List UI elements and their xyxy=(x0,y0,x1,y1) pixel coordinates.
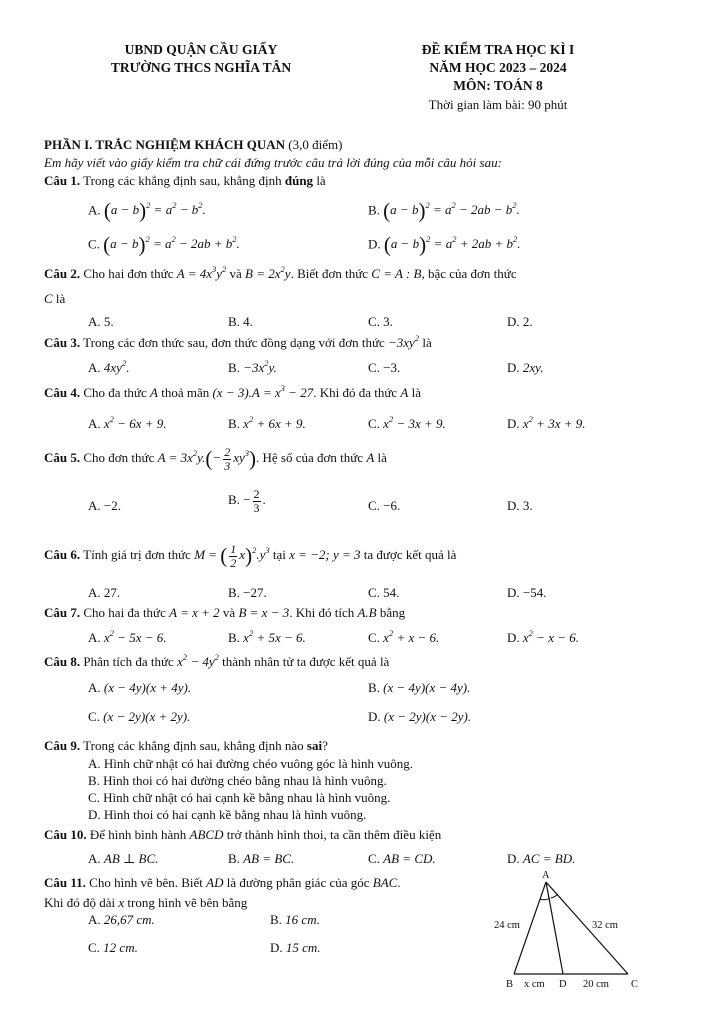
q8-option-b: B. (x − 4y)(x − 4y). xyxy=(368,680,471,695)
q7-option-d: D. $x^2 - x - 6$. xyxy=(507,628,579,645)
school-name: TRƯỜNG THCS NGHĨA TÂN xyxy=(110,60,292,75)
q2-option-b: B. 4. xyxy=(228,314,253,329)
q8-option-c: C. (x − 2y)(x + 2y). xyxy=(88,709,191,724)
subject: MÔN: TOÁN 8 xyxy=(453,78,543,93)
q10-option-b: B. AB = BC. xyxy=(228,851,295,866)
q9-option-c: C. Hình chữ nhật có hai cạnh kề bằng nhau là hình vuông. xyxy=(88,790,391,805)
q11-option-b: B. 16 cm. xyxy=(270,912,320,927)
exam-title: ĐỀ KIỂM TRA HỌC KÌ I xyxy=(421,42,575,57)
district-name: UBND QUẬN CẦU GIẤY xyxy=(124,42,278,57)
length-bd-label: x cm xyxy=(524,979,545,990)
q5-option-c: C. −6. xyxy=(368,498,401,513)
question-8: Câu 8. Phân tích đa thức $x^2 - 4y^2$ thành nhân tử ta được kết quả là xyxy=(44,652,390,669)
question-9: Câu 9. Trong các khẳng định sau, khẳng định nào sai? xyxy=(44,738,328,753)
q11-option-d: D. 15 cm. xyxy=(270,940,321,955)
question-2-line2: C là xyxy=(44,291,66,306)
angle-mark-1 xyxy=(540,898,550,900)
q7-option-c: C. $x^2 + x - 6$. xyxy=(368,628,440,645)
q1-option-a: A. $(a - b)^2 = a^2 - b^2$. xyxy=(88,199,206,223)
triangle-svg xyxy=(488,866,648,994)
q4-option-d: D. $x^2 + 3x + 9$. xyxy=(507,414,586,431)
q2-option-d: D. 2. xyxy=(507,314,533,329)
q7-option-a: A. $x^2 - 5x - 6$. xyxy=(88,628,167,645)
bisector-ad xyxy=(546,882,563,974)
q9-option-b: B. Hình thoi có hai đường chéo bằng nhau là hình vuông. xyxy=(88,773,387,788)
triangle-figure xyxy=(488,866,648,994)
q3-option-c: C. −3. xyxy=(368,360,401,375)
vertex-a-label: A xyxy=(542,870,550,881)
question-7: Câu 7. Cho hai đa thức A = x + 2 và B = x − 3. Khi đó tích A.B bằng xyxy=(44,605,406,620)
q3-option-b: B. $-3x^2y$. xyxy=(228,358,277,375)
question-6: Câu 6. Tính giá trị đơn thức M = ( $\frac{1}{2}$ $x)^2.y^3$ tại x = −2; y = 3 ta được kết quả là xyxy=(44,542,457,570)
q6-option-c: C. 54. xyxy=(368,585,400,600)
q1-option-c: C. $(a - b)^2 = a^2 - 2ab + b^2$. xyxy=(88,233,240,257)
q10-option-a: A. AB ⊥ BC. xyxy=(88,851,159,866)
q9-option-a: A. Hình chữ nhật có hai đường chéo vuông góc là hình vuông. xyxy=(88,756,413,771)
q2-option-a: A. 5. xyxy=(88,314,114,329)
q1-option-b: B. $(a - b)^2 = a^2 - 2ab - b^2$. xyxy=(368,199,520,223)
vertex-b-label: B xyxy=(506,979,514,990)
q8-option-d: D. (x − 2y)(x − 2y). xyxy=(368,709,472,724)
q4-option-b: B. $x^2 + 6x + 9$. xyxy=(228,414,306,431)
q6-option-b: B. −27. xyxy=(228,585,267,600)
question-1: Câu 1. Trong các khẳng định sau, khẳng định đúng là xyxy=(44,173,326,188)
q1-option-d: D. $(a - b)^2 = a^2 + 2ab + b^2$. xyxy=(368,233,521,257)
question-4: Câu 4. Cho đa thức A thoả mãn $(x - 3).A = x^3 - 27$. Khi đó đa thức A là xyxy=(44,383,421,400)
time-limit: Thời gian làm bài: 90 phút xyxy=(428,97,568,112)
q7-option-b: B. $x^2 + 5x - 6$. xyxy=(228,628,306,645)
q11-option-a: A. 26,67 cm. xyxy=(88,912,155,927)
angle-mark-2 xyxy=(551,894,558,898)
q10-option-d: D. AC = BD. xyxy=(507,851,576,866)
length-ab-label: 24 cm xyxy=(494,920,520,931)
q5-option-a: A. −2. xyxy=(88,498,121,513)
question-10: Câu 10. Để hình bình hành ABCD trở thành hình thoi, ta cần thêm điều kiện xyxy=(44,827,442,842)
question-5: Câu 5. Cho đơn thức $A = 3x^2y.(-$ $\frac{2}{3}$ $xy^3$). Hệ số của đơn thức A là xyxy=(44,445,387,473)
q5-option-b: B. − $\frac{2}{3}$ . xyxy=(228,487,266,515)
vertex-c-label: C xyxy=(631,979,639,990)
q3-option-a: A. $4xy^2$. xyxy=(88,358,130,375)
q6-option-a: A. 27. xyxy=(88,585,121,600)
section-title: PHẦN I. TRẮC NGHIỆM KHÁCH QUAN (3,0 điểm) xyxy=(44,137,343,152)
length-dc-label: 20 cm xyxy=(583,979,609,990)
q8-option-a: A. (x − 4y)(x + 4y). xyxy=(88,680,192,695)
question-2: Câu 2. Cho hai đơn thức $A = 4x^3y^2$ và $B = 2x^2y$. Biết đơn thức C = A : B, bậc của đơn thức xyxy=(44,264,517,281)
q9-option-d: D. Hình thoi có hai cạnh kề bằng nhau là hình vuông. xyxy=(88,807,367,822)
q5-option-d: D. 3. xyxy=(507,498,533,513)
q3-option-d: D. 2xy. xyxy=(507,360,544,375)
question-3: Câu 3. Trong các đơn thức sau, đơn thức đồng dạng với đơn thức $-3xy^2$ là xyxy=(44,333,432,350)
q4-option-c: C. $x^2 - 3x + 9$. xyxy=(368,414,446,431)
school-year: NĂM HỌC 2023 – 2024 xyxy=(429,60,567,75)
length-ac-label: 32 cm xyxy=(592,920,618,931)
q2-option-c: C. 3. xyxy=(368,314,393,329)
q11-option-c: C. 12 cm. xyxy=(88,940,138,955)
question-11: Câu 11. Cho hình vẽ bên. Biết AD là đường phân giác của góc BAC. xyxy=(44,875,401,890)
q4-option-a: A. $x^2 - 6x + 9$. xyxy=(88,414,167,431)
q6-option-d: D. −54. xyxy=(507,585,547,600)
question-11-line2: Khi đó độ dài x trong hình vẽ bên bằng xyxy=(44,895,248,910)
section-instruction: Em hãy viết vào giấy kiểm tra chữ cái đứng trước câu trả lời đúng của mỗi câu hỏi sau: xyxy=(44,155,502,170)
q10-option-c: C. AB = CD. xyxy=(368,851,436,866)
vertex-d-label: D xyxy=(559,979,567,990)
